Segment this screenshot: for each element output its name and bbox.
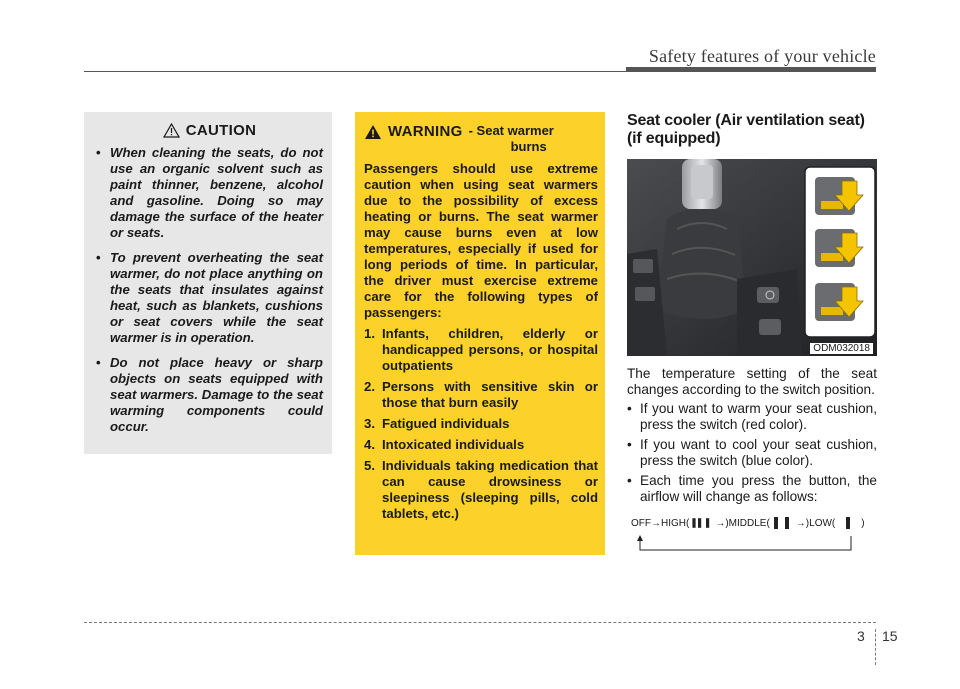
list-number: 5. (364, 458, 375, 473)
warning-list (364, 326, 598, 522)
list-number: 4. (364, 437, 375, 452)
arrow-right-icon: → (795, 517, 806, 529)
warning-subtitle (469, 123, 554, 155)
arrow-right-icon: → (651, 517, 661, 529)
warning-list-item (364, 437, 598, 453)
airflow-sequence (627, 515, 877, 563)
warning-box (355, 112, 605, 555)
warning-triangle-icon (364, 124, 382, 140)
page-number: 15 (882, 628, 898, 644)
flow-high-label: HIGH( (661, 517, 690, 529)
seat-level-middle-icon (771, 516, 795, 530)
photo-code: ODM032018 (810, 343, 873, 354)
warning-header (364, 123, 598, 155)
bullet-item: • Each time you press the button, the airflow will change as follows: (627, 473, 877, 505)
list-text: Fatigued individuals (382, 416, 510, 431)
header-bar (626, 67, 876, 72)
flow-middle-label: )MIDDLE( (725, 517, 770, 529)
warning-list-item (364, 379, 598, 411)
list-text: Infants, children, elderly or handicapped persons, or hospital outpatients (382, 326, 598, 373)
flow-low-label: )LOW( (805, 517, 836, 529)
seat-cooler-photo (627, 159, 877, 356)
page-header-title: Safety features of your vehicle (648, 46, 876, 66)
flow-off-label: OFF (631, 517, 651, 529)
airflow-line (631, 515, 865, 531)
list-text: Persons with sensitive skin or those that burn easily (382, 379, 598, 410)
warning-paragraph: Passengers should use extreme caution when using seat warmers due to the possibility of excess heating or burns. The seat warmer may cause burns even at low temperatures, especially if used for long periods of time. In particular, the driver must exercise extreme care for the following types of passengers: (364, 161, 598, 320)
warning-subtitle-line2: burns (510, 139, 547, 154)
warning-list-item (364, 416, 598, 432)
list-text: Intoxicated individuals (382, 437, 525, 452)
warning-list-item (364, 458, 598, 522)
seat-level-high-icon (690, 516, 714, 530)
list-text: Individuals taking medication that can cause drowsiness or sleepiness (sleeping pills, cold tablets, etc.) (382, 458, 598, 521)
section-title: Seat cooler (Air ventilation seat) (if equipped) (627, 112, 865, 147)
warning-label: WARNING (388, 123, 463, 140)
caution-title: CAUTION (185, 122, 257, 139)
list-number: 2. (364, 379, 375, 394)
console-illustration (627, 159, 877, 356)
loop-back-arrow-icon (637, 534, 857, 556)
caution-header (96, 122, 323, 139)
warning-list-item (364, 326, 598, 374)
caution-triangle-icon (163, 123, 180, 138)
footer-divider (875, 629, 876, 665)
section-paragraph: The temperature setting of the seat changes according to the switch position. (627, 366, 877, 397)
section-bullets (627, 401, 877, 505)
flow-close-paren: ) (861, 517, 865, 529)
caution-item: • To prevent overheating the seat warmer, do not place anything on the seats that insulates against heat, such as blankets, cushions or seat covers while the seat warmer is in operation. (96, 250, 323, 346)
caution-list (96, 145, 323, 435)
footer-rule (84, 622, 876, 623)
bullet-item: • If you want to warm your seat cushion, press the switch (red color). (627, 401, 877, 433)
caution-item: • When cleaning the seats, do not use an organic solvent such as paint thinner, benzene, alcohol and gasoline. Doing so may damage the surface of the heater or seats. (96, 145, 323, 241)
seat-level-low-icon (836, 516, 860, 530)
list-number: 1. (364, 326, 375, 341)
arrow-right-icon: → (715, 517, 726, 529)
warning-subtitle-line1: - Seat warmer (468, 123, 554, 138)
caution-box (84, 112, 332, 454)
list-number: 3. (364, 416, 375, 431)
caution-item: • Do not place heavy or sharp objects on seats equipped with seat warmers. Damage to the seat warming components could occur. (96, 355, 323, 435)
page-chapter: 3 (857, 628, 865, 644)
bullet-item: • If you want to cool your seat cushion, press the switch (blue color). (627, 437, 877, 469)
seat-cooler-section (627, 112, 877, 563)
